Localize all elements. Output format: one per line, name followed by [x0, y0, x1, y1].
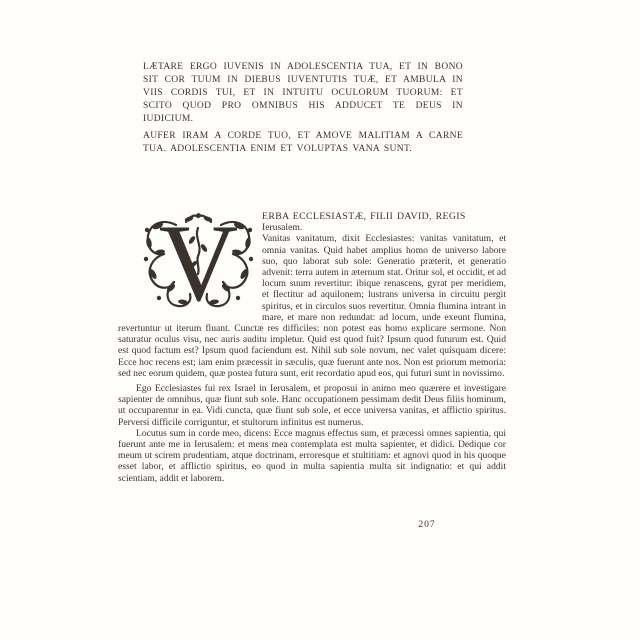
epigraph-block-1	[143, 61, 463, 126]
drop-cap-letter: V	[158, 213, 239, 310]
page-number: 207	[418, 520, 436, 530]
ornamental-initial-v	[118, 211, 262, 312]
chapter-opening-caps: ERBA ECCLESIASTÆ, FILII DAVID, REGIS	[262, 211, 466, 222]
epigraph-paragraph-2: AUFER IRAM A CORDE TUO, ET AMOVE MALITIAM A CARNE TUA. ADOLESCENTIA ENIM ET VOLUPTAS VANA SUNT.	[143, 131, 463, 154]
epigraph-block-2	[143, 130, 463, 156]
epigraph-paragraph-1: LÆTARE ERGO IUVENIS IN ADOLESCENTIA TUA, ET IN BONO SIT COR TUUM IN DIEBUS IUVENTUTIS TUÆ, ET AMBULA IN VIIS CORDIS TUI, ET IN INTUITU OCULORUM TUORUM: ET SCITO QUOD PRO OMNIBUS HIS ADDUCET TE DEUS IN IUDICIUM.	[143, 62, 463, 124]
chapter-opening-line: Ierusalem.	[262, 222, 303, 234]
chapter-paragraph-3: Locutus sum in corde meo, dicens: Ecce magnus effectus sum, et præcessi omnes sapientia, qui fuerunt ante me in Ierusalem: et mens mea contemplata est multa sapienter, et didici. Dedique cor meum ut scirem prudentiam, atque doctrinam, erroresque et stultitiam: et agnovi quod in his quoque esset labor, et afflictio spiritus, eo quod in multa sapientia multa sit indignatio: et qui addit scientiam, addit et laborem.	[118, 427, 506, 484]
chapter-paragraph-1: Vanitas vanitatum, dixit Ecclesiastes: vanitas vanitatum, et omnia vanitas. Quid habet amplius homo de universo labore suo, quo laborat sub sole: Generatio præterit, et generatio advenit: terra autem in æternum stat. Oritur sol, et occidit, et ad locum suum revertitur: ibique renascens, gyrat per meridiem, et flectitur ad aquilonem; lustrans universa in circuitu pergit spiritus, et in circulos suos revertitur. Omnia flumina intrant in mare, et mare non redundat: ad locum, unde exeunt flumina, revertuntur ut iterum fluant. Cunctæ res difficiles: non potest eas homo explicare sermone. Non saturatur oculus visu, nec auris auditu impletur. Quid est quod fuit? Ipsum quod futurum est. Quid est quod factum est? Ipsum quod faciendum est. Nihil sub sole novum, nec valet quisquam dicere: Ecce hoc recens est; iam enim præcessit in sæculis, quæ fuerunt ante nos. Non est priorum memoria: sed nec eorum quidem, quæ postea futura sunt, erit recordatio apud eos, qui futuri sunt in novissimo.	[118, 233, 506, 379]
chapter-paragraph-2: Ego Ecclesiastes fui rex Israel in Ierusalem, et proposui in animo meo quærere et investigare sapienter de omnibus, quæ fiunt sub sole. Hanc occupationem pessimam dedit Deus filiis hominum, ut occuparentur in ea. Vidi cuncta, quæ fiunt sub sole, et ecce universa vanitas, et afflictio spiritus. Perversi difficile corriguntur, et stultorum infinitus est numerus.	[118, 383, 506, 428]
woodcut-initial-icon	[142, 213, 255, 310]
chapter-text	[118, 211, 506, 484]
